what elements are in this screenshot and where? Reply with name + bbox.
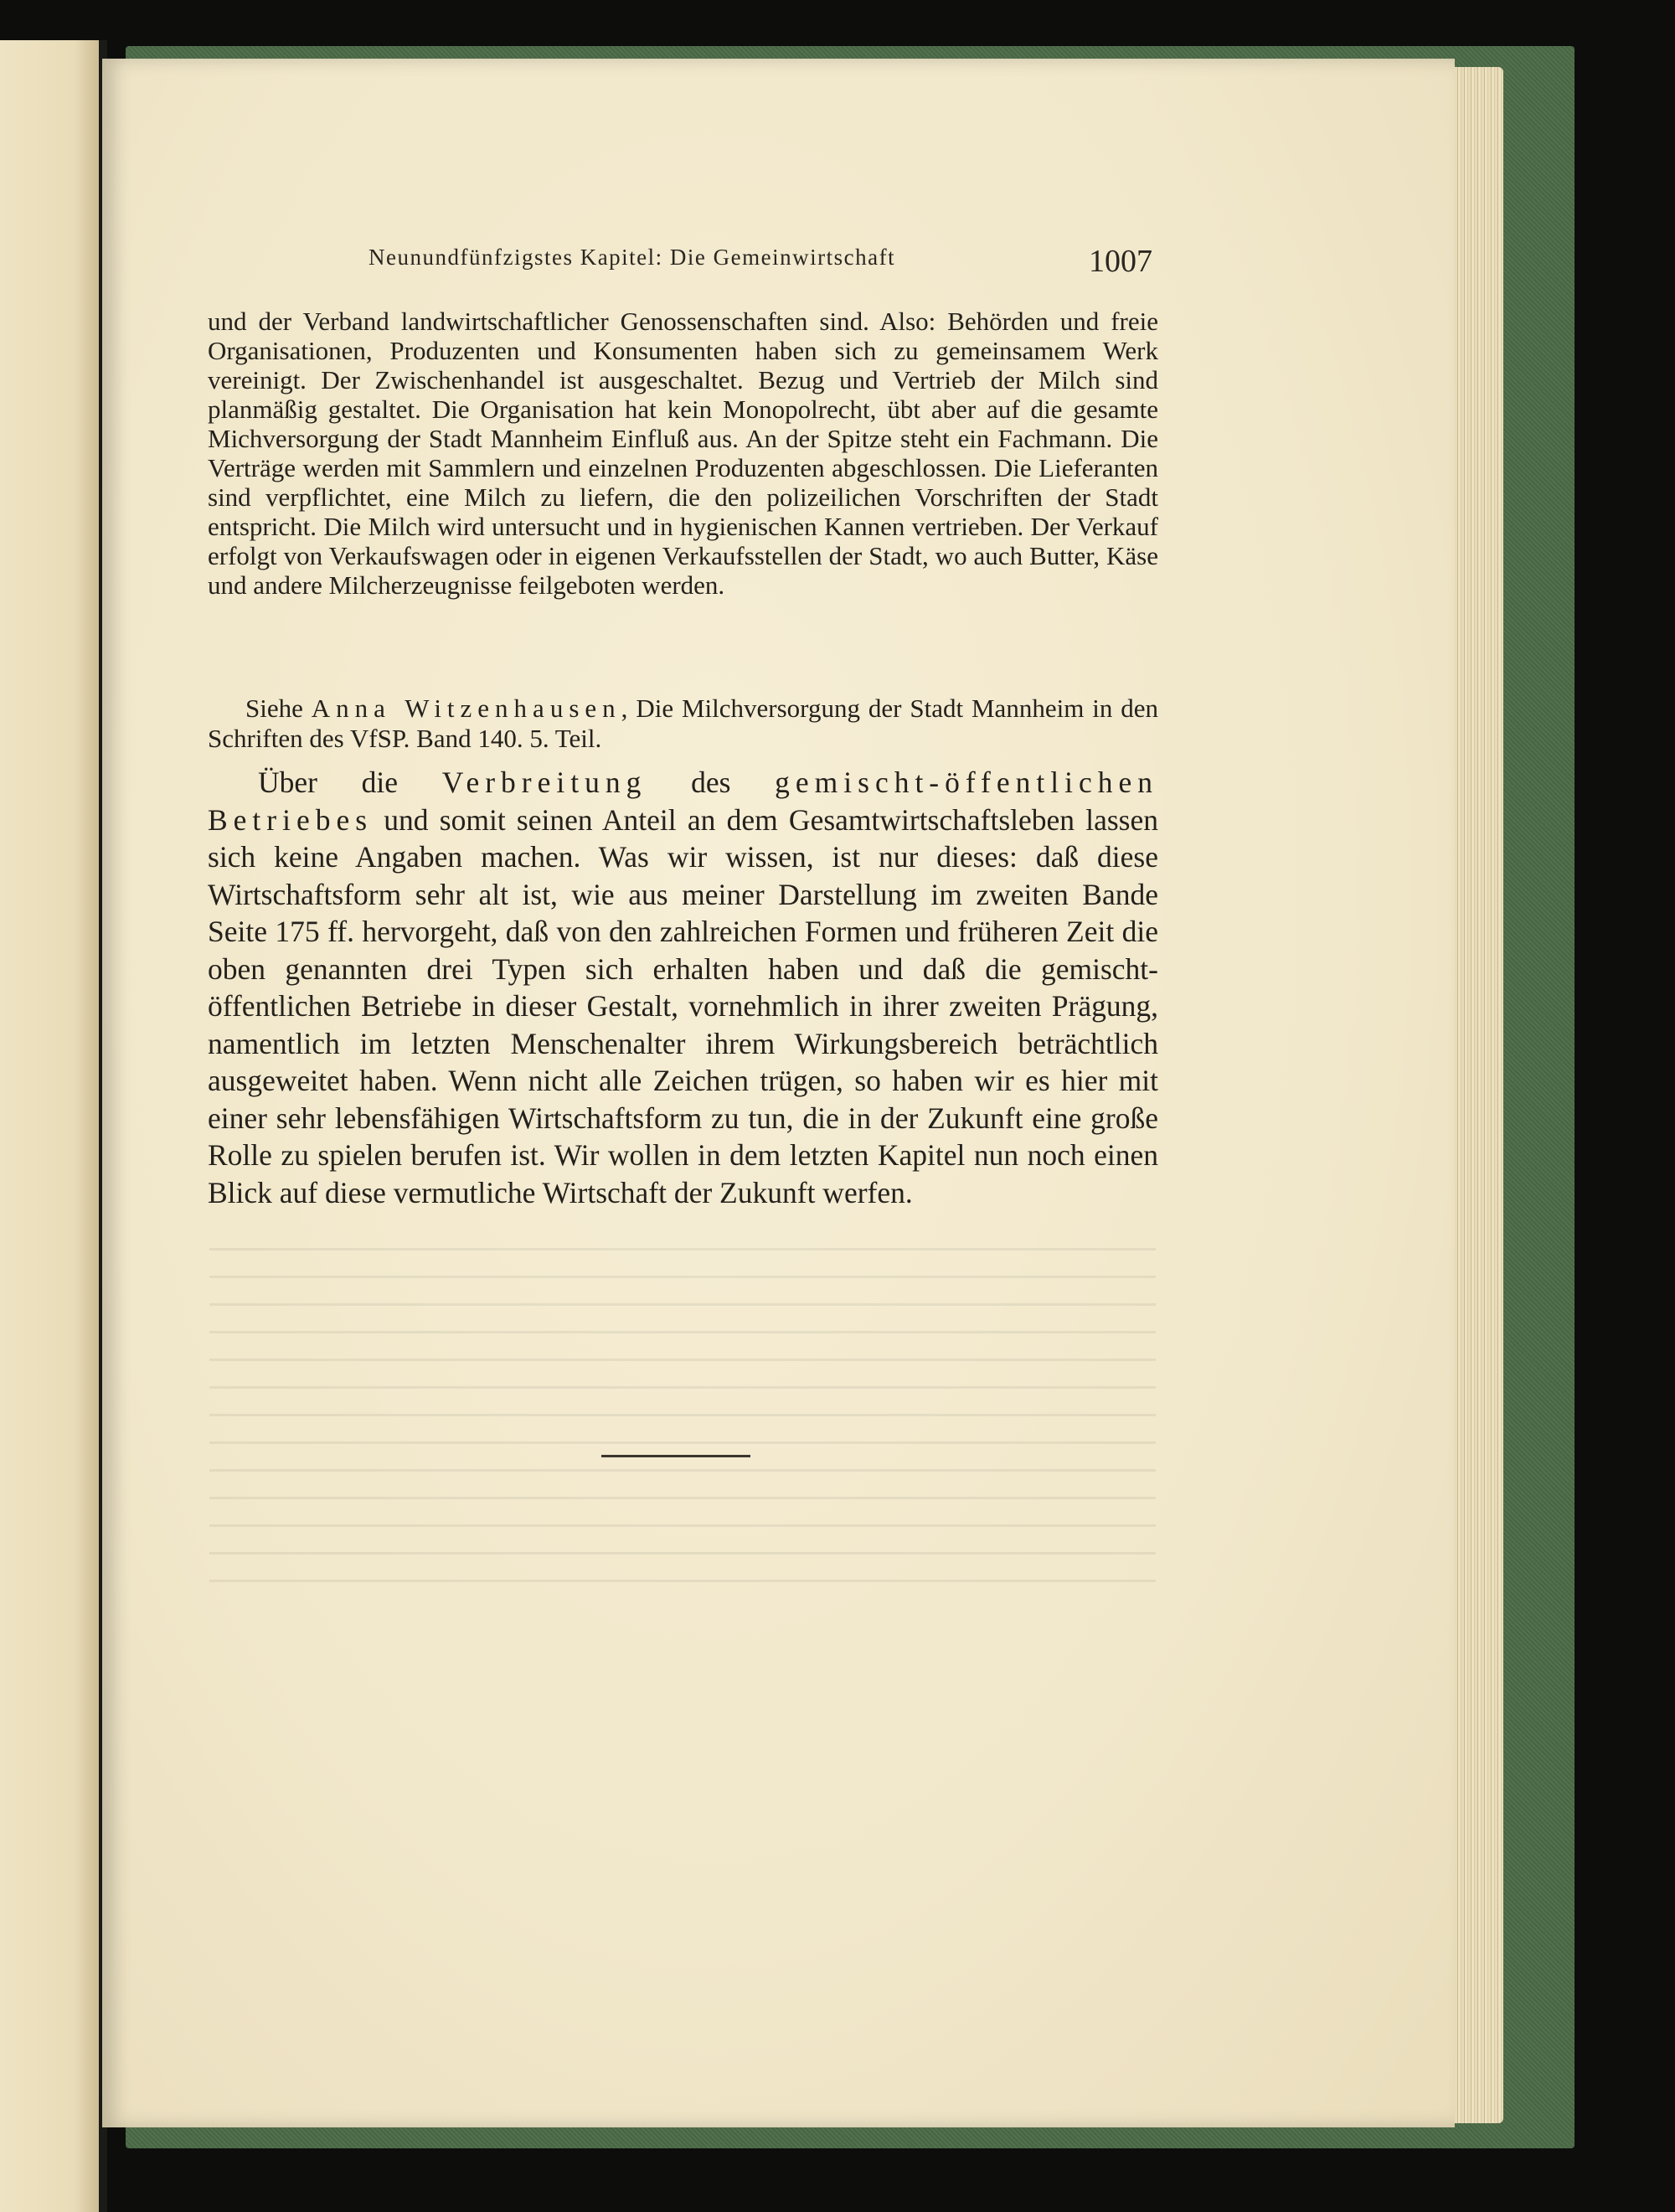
main-rest: und somit seinen Anteil an dem Gesamtwirtschaftsleben lassen sich keine Angaben machen. Was wir wissen, ist nur dieses: daß diese Wirtschaftsform sehr alt ist, wie aus meiner Darstellung im zweiten Bande Seite 175 ff. hervorgeht, daß von den zahlreichen Formen und früheren Zeit die oben genannten drei Typen sich erhalten haben und daß die gemischt-öffentlichen Betriebe in dieser Gestalt, vornehmlich in ihrer zweiten Prägung, namentlich im letzten Menschenalter ihrem Wirkungsbereich beträchtlich ausgeweitet haben. Wenn nicht alle Zeichen trügen, so haben wir es hier mit einer sehr lebensfähigen Wirtschaftsform zu tun, die in der Zukunft eine große Rolle zu spielen berufen ist. Wir wollen in dem letzten Kapitel nun noch einen Blick auf diese vermutliche Wirtschaft der Zukunft werfen. <box>208 802 1158 1209</box>
reference-rest: , Die Milchversorgung der Stadt Mannheim in den Schriften des VfSP. Band 140. 5. Teil. <box>208 694 1159 753</box>
page-edges <box>1455 67 1503 2123</box>
page-number: 1007 <box>1089 244 1152 279</box>
section-rule <box>601 1455 750 1457</box>
running-head: Neunundfünfzigstes Kapitel: Die Gemeinwirtschaft <box>368 245 896 270</box>
reference-prefix: Siehe <box>245 694 303 723</box>
left-page-edge <box>0 40 99 2212</box>
reference-author: Anna Witzenhausen <box>311 694 621 723</box>
main-paragraph <box>208 764 1158 1211</box>
main-spaced-2: gemischt-öffentlichen Betriebes <box>208 766 1158 837</box>
main-start: Über die <box>258 766 399 799</box>
reference-paragraph <box>208 694 1158 754</box>
main-spaced-1: Verbreitung <box>441 766 647 799</box>
main-text <box>208 764 1158 1211</box>
main-mid-1: des <box>691 766 731 799</box>
note-text: und der Verband landwirtschaftlicher Genossenschaften sind. Also: Behörden und freie Organisationen, Produzenten und Konsumenten haben sich zu gemeinsamem Werk vereinigt. Der Zwischenhandel ist ausgeschaltet. Bezug und Vertrieb der Milch sind planmäßig gestaltet. Die Organisation hat kein Monopolrecht, übt aber auf die gesamte Michversorgung der Stadt Mannheim Einfluß aus. An der Spitze steht ein Fachmann. Die Verträge werden mit Sammlern und einzelnen Produzenten abgeschlossen. Die Lieferanten sind verpflichtet, eine Milch zu liefern, die den polizeilichen Vorschriften der Stadt entspricht. Die Milch wird untersucht und in hygienischen Kannen vertrieben. Der Verkauf erfolgt von Verkaufswagen oder in eigenen Verkaufsstellen der Stadt, wo auch Butter, Käse und andere Milcherzeugnisse feilgeboten werden. <box>208 307 1158 600</box>
note-paragraph <box>208 307 1158 600</box>
reference-text <box>208 694 1158 754</box>
show-through-text <box>209 1248 1156 1600</box>
